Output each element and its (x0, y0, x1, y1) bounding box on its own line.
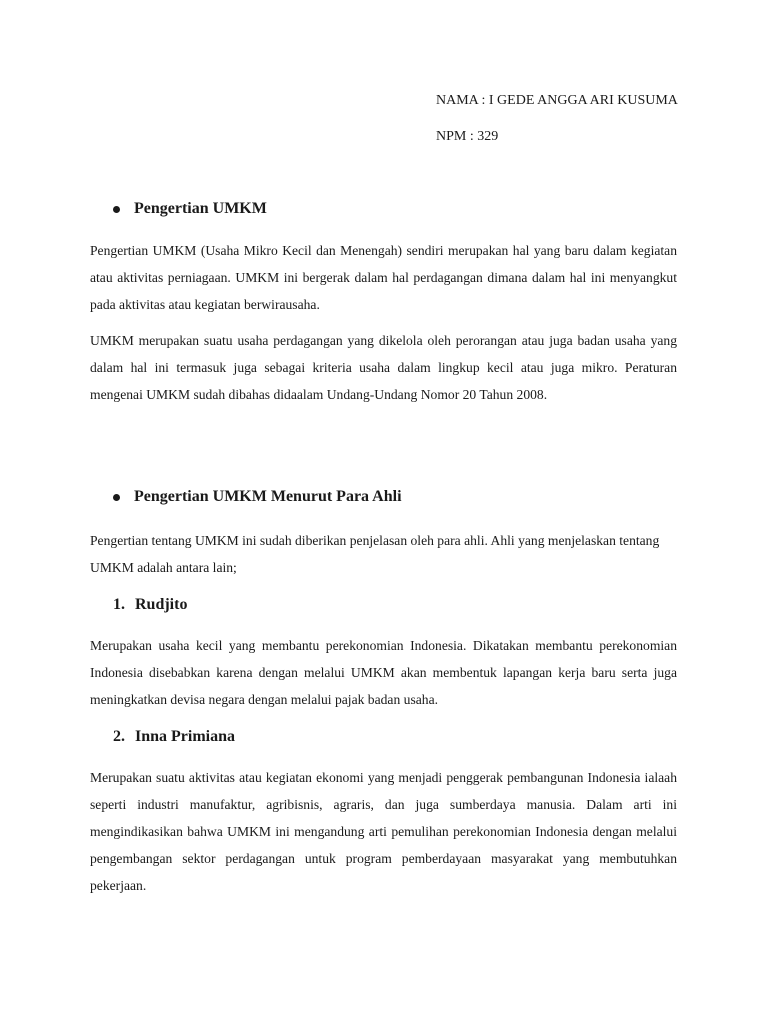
section-heading-text: Pengertian UMKM Menurut Para Ahli (134, 488, 402, 505)
section-heading-text: Pengertian UMKM (134, 200, 267, 217)
bullet-icon (113, 494, 120, 501)
section-heading-pengertian-umkm (113, 200, 267, 218)
paragraph-expert-rudjito: Merupakan usaha kecil yang membantu perekonomian Indonesia. Dikatakan membantu perekonomian Indonesia disebabkan karena dengan melalui UMKM akan membentuk lapangan kerja baru serta juga meningkatkan devisa negara dengan melalui pajak badan usaha. (90, 638, 677, 707)
paragraph-regulation: UMKM merupakan suatu usaha perdagangan yang dikelola oleh perorangan atau juga badan usaha yang dalam hal ini termasuk juga sebagai kriteria usaha dalam lingkup kecil atau juga mikro. Peraturan mengenai UMKM sudah dibahas didaalam Undang-Undang Nomor 20 Tahun 2008. (90, 333, 677, 402)
list-number: 2. (113, 728, 125, 745)
list-number: 1. (113, 596, 125, 613)
expert-name: Inna Primiana (135, 728, 236, 745)
paragraph-experts-intro: Pengertian tentang UMKM ini sudah diberikan penjelasan oleh para ahli. Ahli yang menjelaskan tentang UMKM adalah antara lain; (90, 533, 660, 575)
expert-heading-rudjito (113, 596, 187, 614)
author-name-line: NAMA : I GEDE ANGGA ARI KUSUMA (436, 93, 678, 108)
paragraph-definition: Pengertian UMKM (Usaha Mikro Kecil dan Menengah) sendiri merupakan hal yang baru dalam kegiatan atau aktivitas perniagaan. UMKM ini bergerak dalam hal perdagangan dimana dalam hal ini menyangkut pada aktivitas atau kegiatan berwirausaha. (90, 243, 677, 312)
npm-line: NPM : 329 (436, 129, 499, 144)
section-heading-menurut-para-ahli (113, 488, 402, 506)
bullet-icon (113, 206, 120, 213)
expert-name: Rudjito (135, 596, 188, 613)
expert-heading-inna-primiana (113, 728, 235, 746)
paragraph-expert-inna-primiana: Merupakan suatu aktivitas atau kegiatan ekonomi yang menjadi penggerak pembangunan Indonesia ialaah seperti industri manufaktur, agribisnis, agraris, dan juga sumberdaya manusia. Dalam arti ini mengindikasikan bahwa UMKM ini mengandung arti pemulihan perekonomian Indonesia dengan melalui pengembangan sektor perdagangan untuk program pemberdayaan masyarakat yang membutuhkan pekerjaan. (90, 770, 677, 893)
